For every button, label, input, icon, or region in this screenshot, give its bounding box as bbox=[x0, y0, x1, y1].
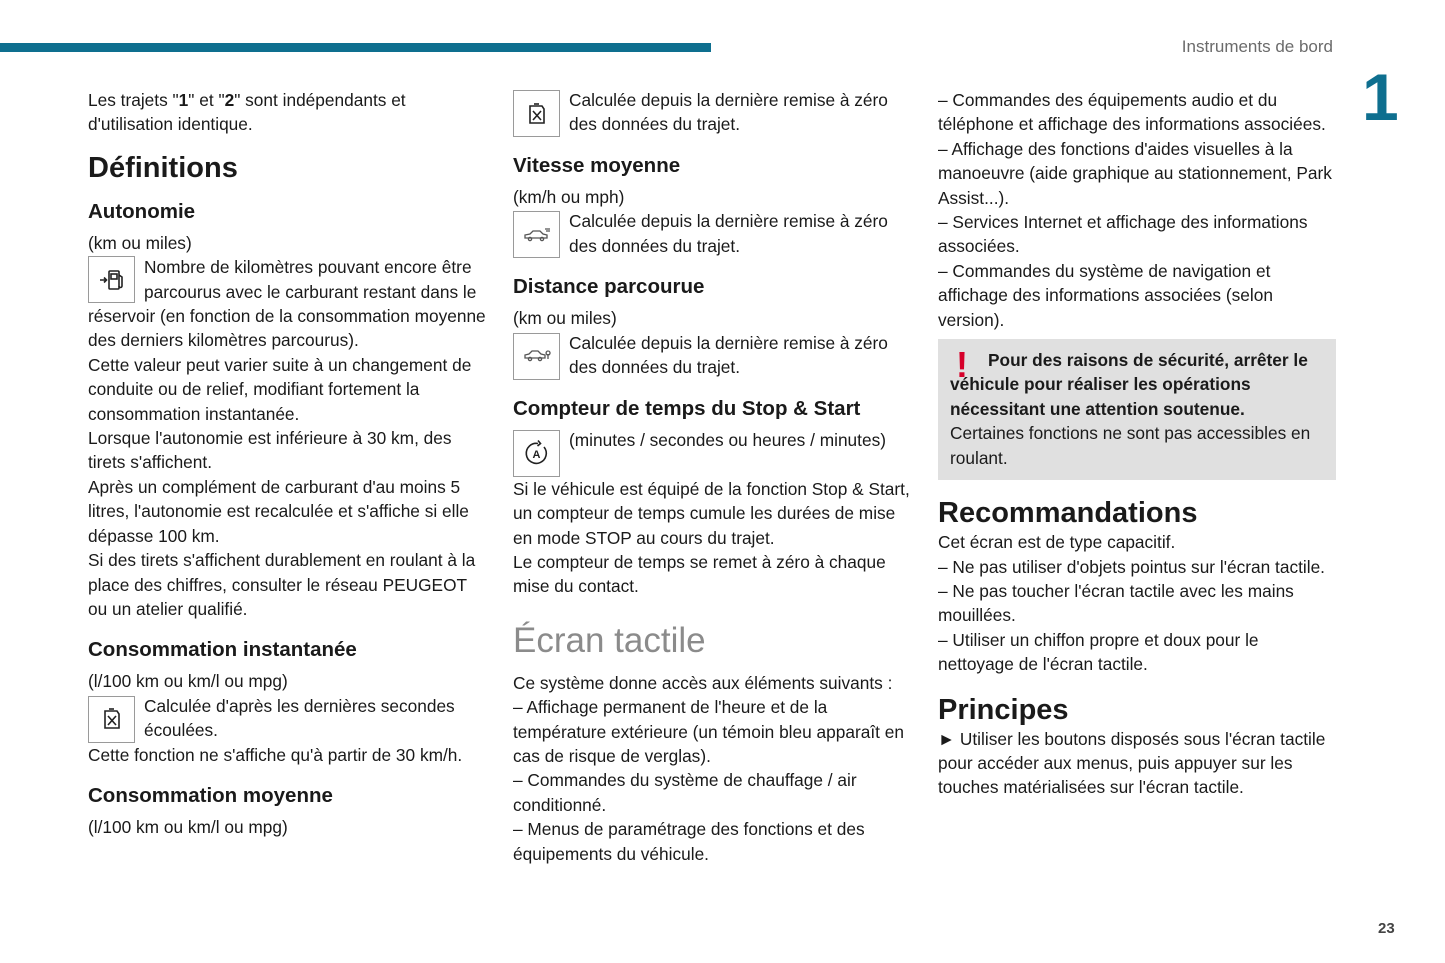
autonomie-description: Nombre de kilomètres pouvant encore être parcourus avec le carburant restant dans le réservoir (en fonction de la consommation moyenne des derniers kilomètres parcourus). bbox=[88, 257, 486, 351]
distance-car-icon bbox=[513, 333, 560, 380]
warning-bold-text: Pour des raisons de sécurité, arrêter le véhicule pour réaliser les opérations nécessitant une attention soutenue. bbox=[950, 350, 1308, 419]
recommandations-heading: Recommandations bbox=[938, 497, 1198, 530]
conso-moyenne-units: (l/100 km ou km/l ou mpg) bbox=[88, 817, 288, 838]
stop-start-icon bbox=[513, 430, 560, 477]
conso-moyenne-desc: Calculée depuis la dernière remise à zéro des données du trajet. bbox=[569, 90, 888, 135]
warning-text: Certaines fonctions ne sont pas accessibles en roulant. bbox=[950, 423, 1311, 468]
stop-start-heading: Compteur de temps du Stop & Start bbox=[513, 396, 861, 420]
conso-instantanee-heading: Consommation instantanée bbox=[88, 638, 357, 662]
stop-start-paragraph-1: Si le véhicule est équipé de la fonction Stop & Start, un compteur de temps cumule les durées de mise en mode STOP au cours du trajet. bbox=[513, 478, 910, 548]
ecran-item: – Menus de paramétrage des fonctions et des équipements du véhicule. bbox=[513, 819, 865, 864]
vitesse-desc: Calculée depuis la dernière remise à zéro des données du trajet. bbox=[569, 211, 888, 256]
autonomie-paragraph-2: Lorsque l'autonomie est inférieure à 30 km, des tirets s'affichent. bbox=[88, 428, 452, 473]
intro-paragraph: Les trajets "1" et "2" sont indépendants et d'utilisation identique. bbox=[88, 90, 406, 135]
stop-start-row bbox=[513, 428, 913, 477]
ecran-intro: Ce système donne accès aux éléments suivants : bbox=[513, 672, 893, 693]
autonomie-paragraph-1: Cette valeur peut varier suite à un changement de conduite ou de relief, modifiant fortement la consommation instantanée. bbox=[88, 354, 472, 424]
conso-moyenne-heading: Consommation moyenne bbox=[88, 784, 333, 808]
recommandations-intro: Cet écran est de type capacitif. bbox=[938, 532, 1176, 553]
conso-instantanee-desc: Calculée d'après les dernières secondes écoulées. bbox=[144, 695, 455, 741]
vitesse-units: (km/h ou mph) bbox=[513, 187, 625, 207]
feature-item: – Services Internet et affichage des informations associées. bbox=[938, 212, 1308, 257]
distance-row bbox=[513, 331, 913, 380]
autonomie-paragraph-4: Si des tirets s'affichent durablement en roulant à la place des chiffres, consulter le réseau PEUGEOT ou un atelier qualifié. bbox=[88, 550, 476, 619]
section-title: Instruments de bord bbox=[1181, 37, 1333, 56]
ecran-tactile-heading: Écran tactile bbox=[513, 620, 706, 660]
autonomie-paragraph-3: Après un complément de carburant d'au moins 5 litres, l'autonomie est recalculée et s'affiche si elle dépasse 100 km. bbox=[88, 476, 469, 546]
svg-text:A: A bbox=[532, 449, 540, 462]
ecran-item: – Commandes du système de chauffage / air conditionné. bbox=[513, 770, 857, 815]
distance-units: (km ou miles) bbox=[513, 308, 617, 329]
conso-moyenne-row bbox=[513, 88, 913, 137]
conso-instantanee-row bbox=[88, 694, 488, 743]
vitesse-row bbox=[513, 209, 913, 258]
recommandation-item: – Utiliser un chiffon propre et doux pour le nettoyage de l'écran tactile. bbox=[938, 629, 1259, 675]
safety-warning-box bbox=[938, 339, 1336, 480]
conso-instantanee-units: (l/100 km ou km/l ou mpg) bbox=[88, 671, 288, 692]
chapter-number: 1 bbox=[1362, 60, 1399, 134]
column-1 bbox=[88, 88, 488, 840]
column-3 bbox=[938, 88, 1336, 800]
conso-instantanee-note: Cette fonction ne s'affiche qu'à partir de 30 km/h. bbox=[88, 744, 463, 765]
feature-item: – Commandes des équipements audio et du téléphone et affichage des informations associées. bbox=[938, 90, 1326, 135]
warning-icon: ! bbox=[956, 344, 968, 386]
stop-start-paragraph-2: Le compteur de temps se remet à zéro à chaque mise du contact. bbox=[513, 552, 886, 597]
recommandation-item: – Ne pas utiliser d'objets pointus sur l'écran tactile. bbox=[938, 556, 1325, 577]
stop-start-units: (minutes / secondes ou heures / minutes) bbox=[569, 429, 886, 450]
feature-item: – Affichage des fonctions d'aides visuelles à la manoeuvre (aide graphique au stationnement, Park Assist...). bbox=[938, 138, 1332, 208]
feature-item: – Commandes du système de navigation et affichage des informations associées (selon version). bbox=[938, 260, 1273, 330]
fuel-consumption-icon bbox=[88, 696, 135, 743]
autonomie-heading: Autonomie bbox=[88, 199, 196, 223]
fuel-consumption-icon bbox=[513, 90, 560, 137]
recommandation-item: – Ne pas toucher l'écran tactile avec les mains mouillées. bbox=[938, 580, 1294, 626]
principes-text: ► Utiliser les boutons disposés sous l'écran tactile pour accéder aux menus, puis appuyer sur les touches matérialisées sur l'écran tactile. bbox=[938, 728, 1326, 798]
page-number: 23 bbox=[1378, 920, 1395, 937]
autonomie-units: (km ou miles) bbox=[88, 232, 192, 253]
speed-car-icon bbox=[513, 211, 560, 258]
distance-desc: Calculée depuis la dernière remise à zéro des données du trajet. bbox=[569, 332, 888, 378]
column-2 bbox=[513, 88, 913, 866]
distance-heading: Distance parcourue bbox=[513, 275, 705, 299]
vitesse-heading: Vitesse moyenne bbox=[513, 154, 681, 177]
principes-heading: Principes bbox=[938, 693, 1069, 726]
definitions-heading: Définitions bbox=[88, 151, 238, 184]
header-accent-bar bbox=[0, 43, 711, 52]
fuel-range-icon bbox=[88, 256, 135, 303]
ecran-item: – Affichage permanent de l'heure et de la température extérieure (un témoin bleu apparaît en cas de risque de verglas). bbox=[513, 697, 904, 767]
